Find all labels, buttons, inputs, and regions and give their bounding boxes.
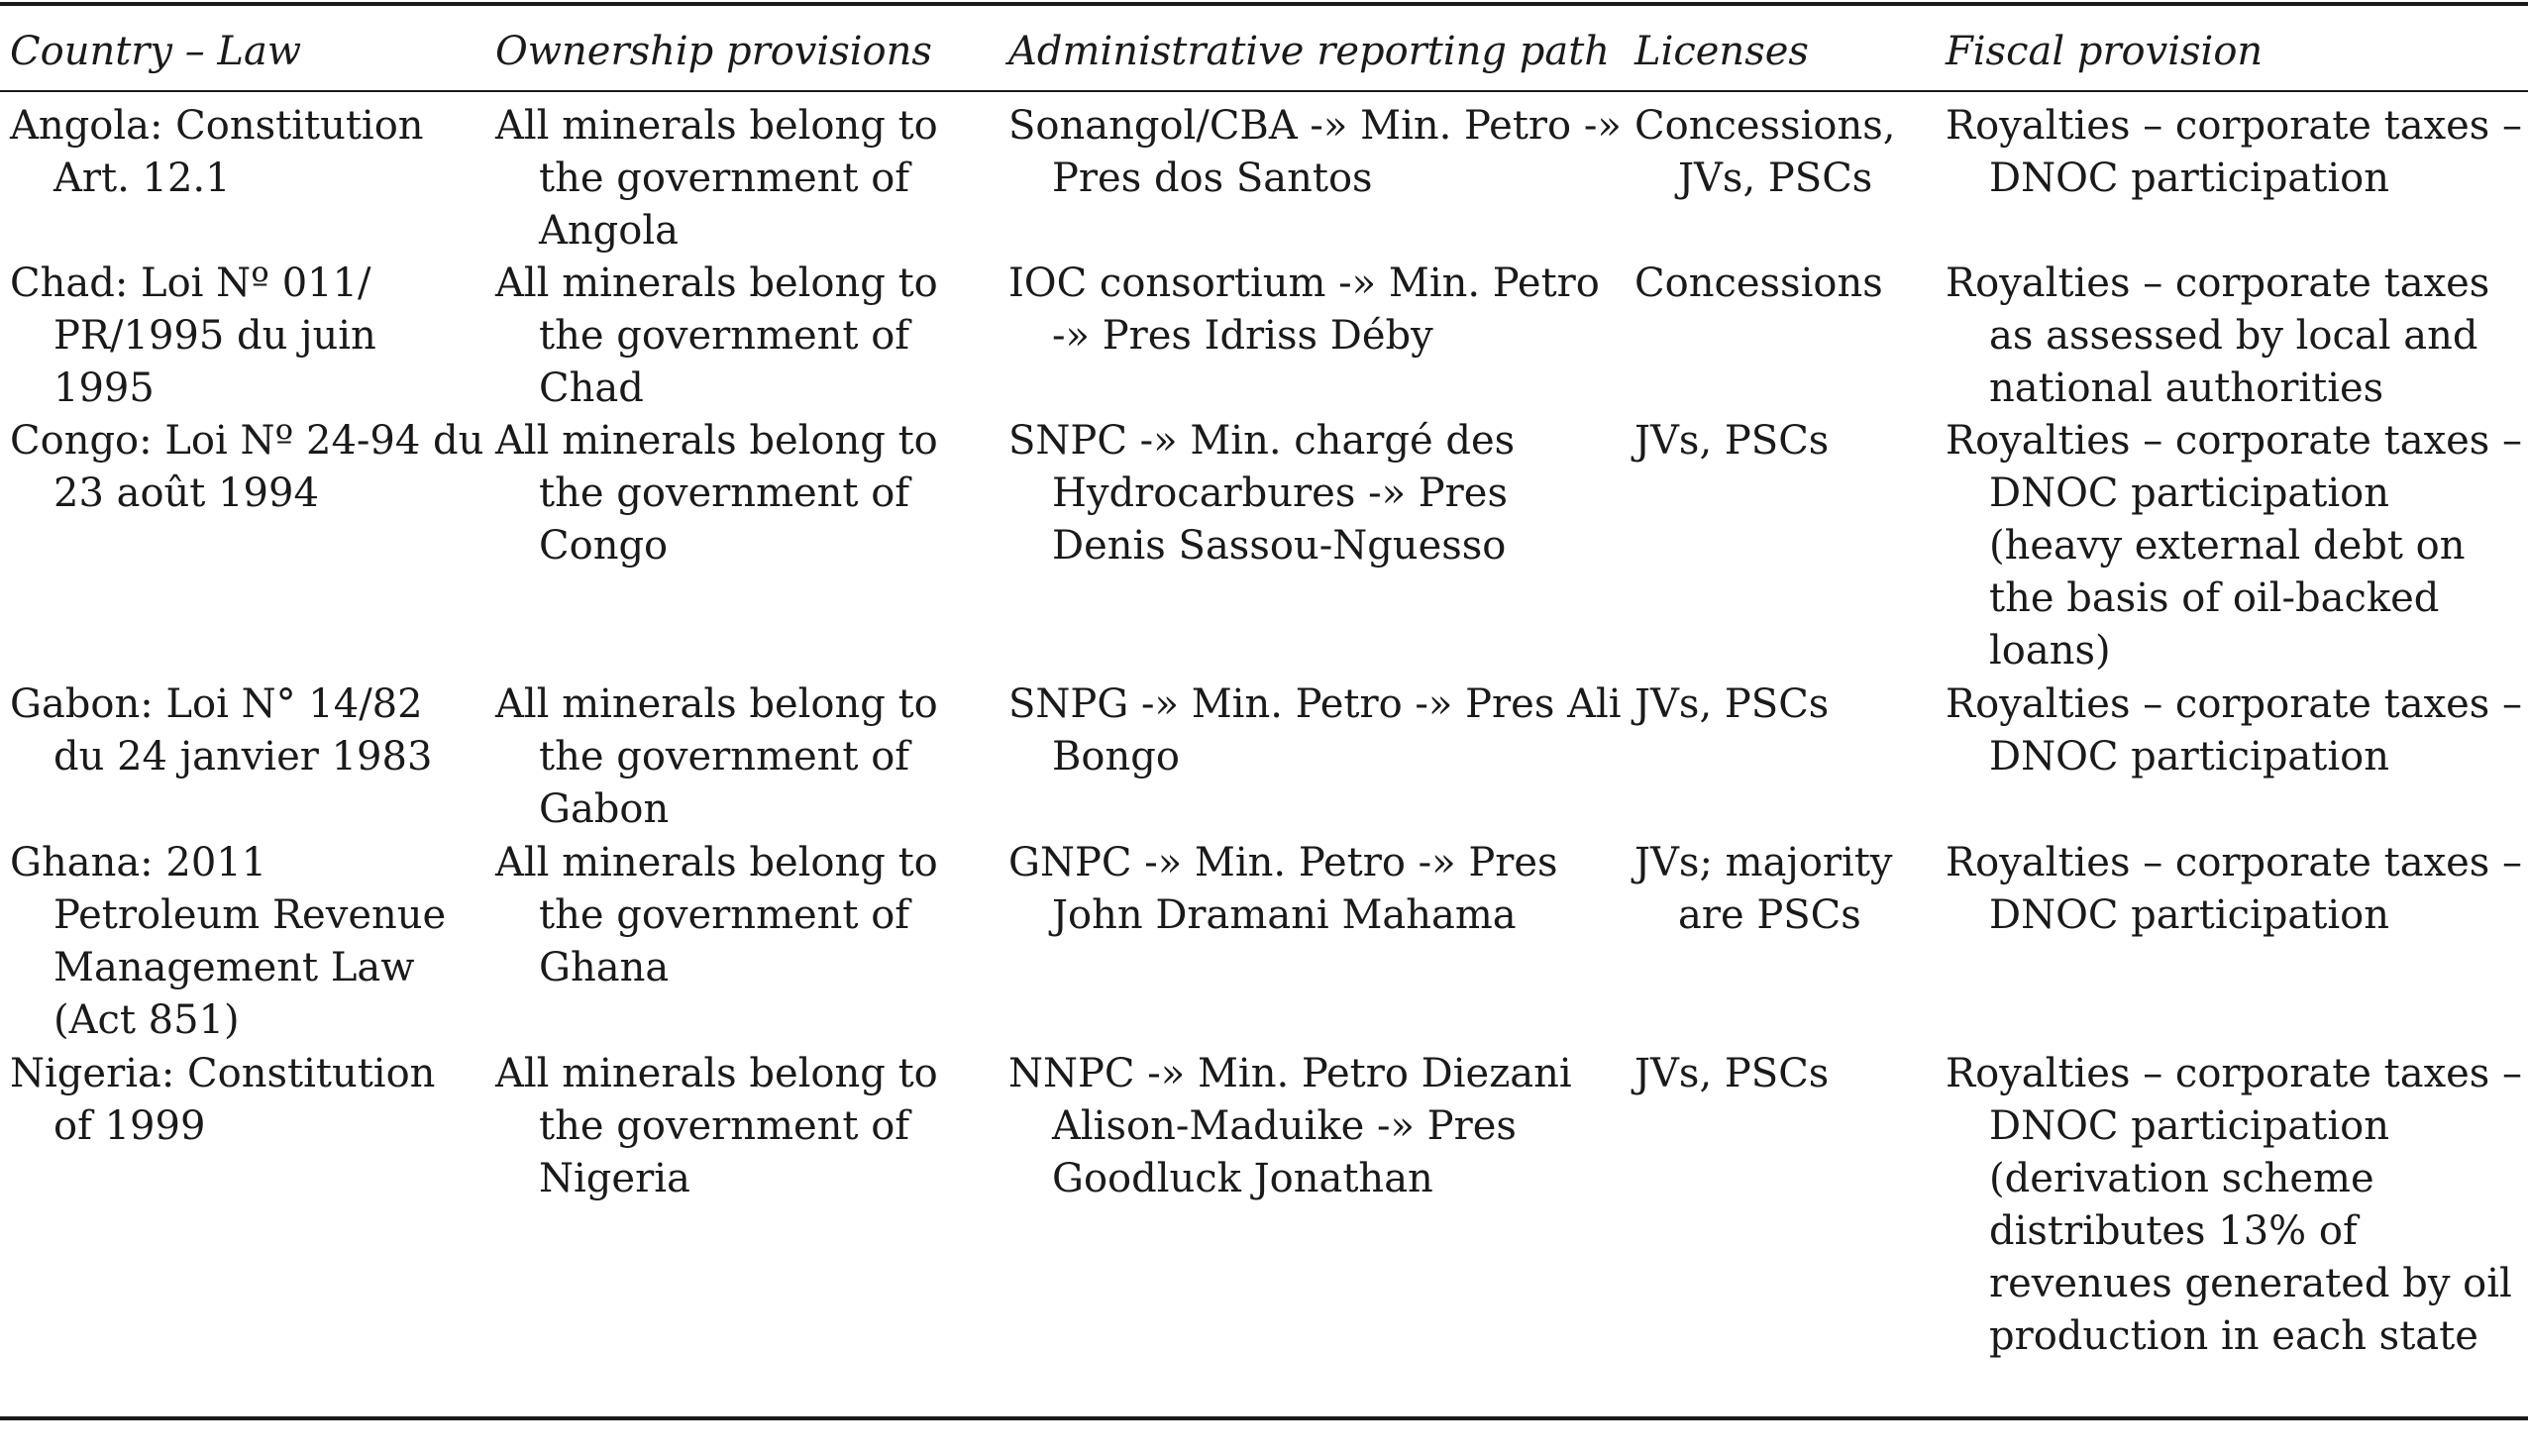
header-row	[0, 4, 2528, 91]
table-row-congo	[0, 415, 2528, 678]
header-country-law: Country – Law	[10, 29, 302, 74]
ownership-text: All minerals belong to the government of Congo	[495, 418, 938, 569]
header-ownership: Ownership provisions	[495, 29, 932, 74]
cell-fiscal	[1936, 91, 2528, 258]
cell-country-law	[0, 91, 485, 258]
cell-country-law	[0, 678, 485, 837]
licenses-text: Concessions	[1634, 260, 1883, 306]
header-reporting-path: Administrative reporting path	[1008, 29, 1611, 74]
licenses-text: Concessions, JVs, PSCs	[1634, 103, 1896, 201]
country-law-text: Chad: Loi Nº 011/ PR/1995 du juin 1995	[10, 260, 376, 411]
licenses-text: JVs, PSCs	[1634, 681, 1830, 727]
country-law-text: Ghana: 2011 Petroleum Revenue Management Law (Act 851)	[10, 840, 447, 1043]
table-body	[0, 91, 2528, 1418]
cell-fiscal	[1936, 1048, 2528, 1418]
petroleum-law-table	[0, 2, 2528, 1420]
ownership-text: All minerals belong to the government of Gabon	[495, 681, 938, 832]
cell-ownership	[485, 415, 999, 678]
table-row-ghana	[0, 837, 2528, 1048]
cell-country-law	[0, 415, 485, 678]
licenses-text: JVs, PSCs	[1634, 418, 1830, 464]
reporting-path-text: Sonangol/CBA -» Min. Petro -» Pres dos Santos	[1008, 103, 1622, 201]
cell-reporting-path	[999, 837, 1625, 1048]
table-row-chad	[0, 258, 2528, 415]
cell-ownership	[485, 1048, 999, 1418]
header-licenses: Licenses	[1634, 29, 1809, 74]
cell-reporting-path	[999, 91, 1625, 258]
header-fiscal: Fiscal provision	[1946, 29, 2264, 74]
cell-ownership	[485, 91, 999, 258]
fiscal-text: Royalties – corporate taxes – DNOC participation (heavy external debt on the basis of oil-backed loans)	[1946, 418, 2523, 674]
table-row-nigeria	[0, 1048, 2528, 1418]
cell-country-law	[0, 258, 485, 415]
cell-reporting-path	[999, 678, 1625, 837]
cell-ownership	[485, 258, 999, 415]
cell-licenses	[1625, 258, 1936, 415]
licenses-text: JVs; majority are PSCs	[1634, 840, 1893, 938]
cell-country-law	[0, 837, 485, 1048]
table-header	[0, 4, 2528, 91]
cell-fiscal	[1936, 258, 2528, 415]
reporting-path-text: SNPG -» Min. Petro -» Pres Ali Bongo	[1008, 681, 1622, 780]
ownership-text: All minerals belong to the government of Nigeria	[495, 1051, 938, 1201]
table-row-angola	[0, 91, 2528, 258]
licenses-text: JVs, PSCs	[1634, 1051, 1830, 1096]
country-law-text: Congo: Loi Nº 24-94 du 23 août 1994	[10, 418, 484, 516]
fiscal-text: Royalties – corporate taxes as assessed by local and national authorities	[1946, 260, 2490, 411]
fiscal-text: Royalties – corporate taxes – DNOC participation (derivation scheme distributes 13% of revenues generated by oil production in each state	[1946, 1051, 2523, 1359]
cell-fiscal	[1936, 415, 2528, 678]
ownership-text: All minerals belong to the government of Ghana	[495, 840, 938, 990]
table-row-gabon	[0, 678, 2528, 837]
fiscal-text: Royalties – corporate taxes – DNOC participation	[1946, 840, 2523, 938]
cell-country-law	[0, 1048, 485, 1418]
reporting-path-text: SNPC -» Min. chargé des Hydrocarbures -» Pres Denis Sassou-Nguesso	[1008, 418, 1516, 569]
cell-fiscal	[1936, 678, 2528, 837]
cell-reporting-path	[999, 1048, 1625, 1418]
cell-licenses	[1625, 837, 1936, 1048]
cell-licenses	[1625, 1048, 1936, 1418]
cell-fiscal	[1936, 837, 2528, 1048]
cell-reporting-path	[999, 415, 1625, 678]
cell-licenses	[1625, 678, 1936, 837]
fiscal-text: Royalties – corporate taxes – DNOC participation	[1946, 103, 2523, 201]
cell-reporting-path	[999, 258, 1625, 415]
cell-ownership	[485, 837, 999, 1048]
ownership-text: All minerals belong to the government of Angola	[495, 103, 938, 254]
cell-ownership	[485, 678, 999, 837]
cell-licenses	[1625, 415, 1936, 678]
reporting-path-text: GNPC -» Min. Petro -» Pres John Dramani Mahama	[1008, 840, 1558, 938]
country-law-text: Angola: Constitution Art. 12.1	[10, 103, 424, 201]
reporting-path-text: IOC consortium -» Min. Petro -» Pres Idriss Déby	[1008, 260, 1600, 359]
country-law-text: Nigeria: Constitution of 1999	[10, 1051, 436, 1149]
fiscal-text: Royalties – corporate taxes – DNOC participation	[1946, 681, 2523, 780]
reporting-path-text: NNPC -» Min. Petro Diezani Alison-Maduike -» Pres Goodluck Jonathan	[1008, 1051, 1572, 1201]
cell-licenses	[1625, 91, 1936, 258]
ownership-text: All minerals belong to the government of Chad	[495, 260, 938, 411]
country-law-text: Gabon: Loi N° 14/82 du 24 janvier 1983	[10, 681, 433, 780]
